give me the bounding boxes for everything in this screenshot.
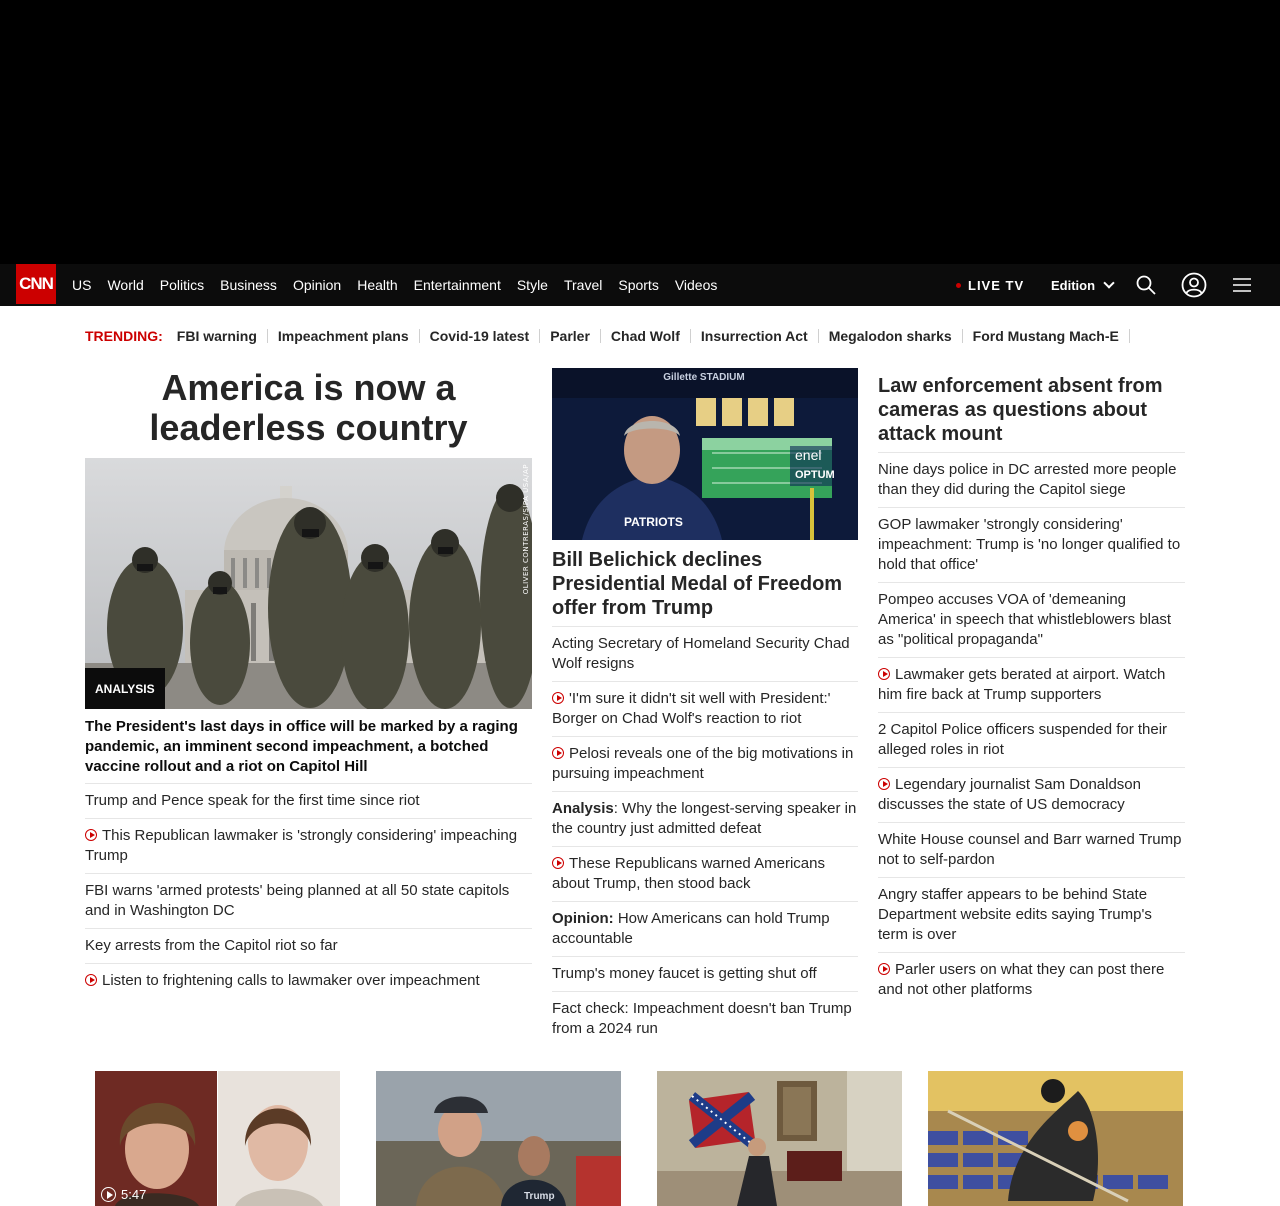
edition-dropdown[interactable] bbox=[1051, 264, 1113, 306]
list-item[interactable] bbox=[878, 713, 1185, 768]
list-item-text: Fact check: Impeachment doesn't ban Trump from a 2024 run bbox=[552, 1000, 852, 1037]
play-circle-icon bbox=[101, 1187, 116, 1202]
video-play-icon bbox=[85, 829, 97, 841]
thumbnail-image bbox=[657, 1071, 902, 1206]
video-thumbnail[interactable] bbox=[928, 1071, 1183, 1206]
nav-item-videos[interactable]: Videos bbox=[674, 277, 718, 293]
list-item-text: 2 Capitol Police officers suspended for their alleged roles in riot bbox=[878, 721, 1168, 758]
list-item[interactable] bbox=[552, 957, 858, 992]
trending-item[interactable]: Covid-19 latest bbox=[420, 329, 541, 343]
video-play-icon bbox=[878, 778, 890, 790]
third-story-column bbox=[878, 368, 1185, 1007]
video-thumbnail[interactable] bbox=[657, 1071, 902, 1206]
list-item[interactable] bbox=[552, 737, 858, 792]
nav-item-health[interactable]: Health bbox=[357, 277, 398, 293]
list-item[interactable] bbox=[85, 964, 532, 998]
trending-item[interactable]: Megalodon sharks bbox=[819, 329, 963, 343]
video-play-icon bbox=[552, 857, 564, 869]
list-item-text: Pelosi reveals one of the big motivations in pursuing impeachment bbox=[552, 745, 854, 782]
chevron-down-icon bbox=[1103, 277, 1114, 288]
list-item[interactable] bbox=[878, 583, 1185, 658]
duration-label: 5:47 bbox=[121, 1187, 147, 1202]
live-tv-link[interactable] bbox=[956, 264, 1024, 306]
third-story-headline[interactable]: Law enforcement absent from cameras as questions about attack mount bbox=[878, 375, 1163, 445]
cnn-logo[interactable]: CNN bbox=[16, 264, 56, 304]
stadium-coach-image bbox=[552, 368, 858, 540]
live-tv-label: LIVE TV bbox=[968, 277, 1025, 293]
analysis-badge: ANALYSIS bbox=[85, 668, 165, 709]
lead-headline[interactable]: America is now a leaderless country bbox=[149, 367, 468, 448]
list-item[interactable] bbox=[878, 453, 1185, 508]
video-play-icon bbox=[85, 974, 97, 986]
list-item-text: Trump and Pence speak for the first time since riot bbox=[85, 792, 420, 809]
nav-item-world[interactable]: World bbox=[107, 277, 144, 293]
lead-story-lede[interactable]: The President's last days in office will be marked by a raging pandemic, an imminent second impeachment, a botched vaccine rollout and a riot on Capitol Hill bbox=[85, 718, 518, 775]
nav-item-politics[interactable]: Politics bbox=[159, 277, 205, 293]
thumbnail-image bbox=[95, 1071, 340, 1206]
video-play-icon bbox=[878, 668, 890, 680]
list-item-text: 'I'm sure it didn't sit well with President:' Borger on Chad Wolf's reaction to riot bbox=[552, 690, 831, 727]
list-item-text: Acting Secretary of Homeland Security Chad Wolf resigns bbox=[552, 635, 850, 672]
list-item[interactable] bbox=[878, 878, 1185, 953]
section-nav bbox=[64, 264, 725, 306]
list-item-text: Angry staffer appears to be behind State Department website edits saying Trump's term is over bbox=[878, 886, 1152, 943]
second-related-list bbox=[552, 626, 858, 1046]
stadium-sign-text: Gillette STADIUM bbox=[663, 372, 745, 383]
list-item[interactable] bbox=[878, 508, 1185, 583]
third-related-list bbox=[878, 452, 1185, 1007]
hat-text: Trump bbox=[524, 1191, 555, 1202]
trending-item[interactable]: Ford Mustang Mach-E bbox=[963, 329, 1130, 343]
list-item-text: FBI warns 'armed protests' being planned at all 50 state capitols and in Washington DC bbox=[85, 882, 510, 919]
sponsor-sign-text: OPTUM bbox=[795, 469, 835, 481]
trending-item[interactable]: Parler bbox=[540, 329, 601, 343]
video-play-icon bbox=[552, 692, 564, 704]
nav-item-travel[interactable]: Travel bbox=[563, 277, 603, 293]
sponsor-sign-text: enel bbox=[795, 447, 822, 463]
list-item-text: Listen to frightening calls to lawmaker over impeachment bbox=[102, 972, 480, 989]
ad-banner-area bbox=[0, 0, 1280, 264]
lead-related-list bbox=[85, 783, 532, 998]
list-item[interactable] bbox=[85, 784, 532, 819]
live-indicator-dot bbox=[956, 283, 961, 288]
list-item[interactable] bbox=[878, 823, 1185, 878]
list-item[interactable] bbox=[552, 682, 858, 737]
list-item[interactable] bbox=[552, 847, 858, 902]
lead-photo-capitol[interactable] bbox=[85, 458, 532, 709]
shirt-text: PATRIOTS bbox=[624, 515, 683, 529]
lead-story-column bbox=[85, 368, 532, 998]
search-icon[interactable] bbox=[1133, 264, 1159, 306]
list-item-text: Key arrests from the Capitol riot so far bbox=[85, 937, 338, 954]
list-item-text: Parler users on what they can post there and not other platforms bbox=[878, 961, 1165, 998]
trending-item[interactable]: Impeachment plans bbox=[268, 329, 420, 343]
list-item-text: GOP lawmaker 'strongly considering' impeachment: Trump is 'no longer qualified to hold that office' bbox=[878, 516, 1181, 573]
trending-item[interactable]: FBI warning bbox=[167, 329, 268, 343]
nav-item-sports[interactable]: Sports bbox=[618, 277, 659, 293]
list-item-text: How Americans can hold Trump accountable bbox=[552, 910, 830, 947]
list-item[interactable] bbox=[85, 874, 532, 929]
list-item[interactable] bbox=[85, 929, 532, 964]
second-story-headline[interactable]: Bill Belichick declines Presidential Medal of Freedom offer from Trump bbox=[552, 549, 843, 619]
list-item-text: Nine days police in DC arrested more people than they did during the Capitol siege bbox=[878, 461, 1177, 498]
video-thumbnail[interactable] bbox=[376, 1071, 621, 1206]
user-account-icon[interactable] bbox=[1180, 264, 1208, 306]
belichick-photo[interactable] bbox=[552, 368, 858, 540]
top-navigation-bar bbox=[0, 264, 1280, 306]
list-item-text: : Why the longest-serving speaker in the country just admitted defeat bbox=[552, 800, 857, 837]
photo-credit: OLIVER CONTRERAS/SIPA USA/AP bbox=[522, 464, 530, 595]
list-item[interactable] bbox=[552, 902, 858, 957]
list-item-kicker: Analysis bbox=[552, 800, 614, 817]
list-item-text: White House counsel and Barr warned Trump not to self-pardon bbox=[878, 831, 1182, 868]
video-thumbnails-row bbox=[0, 1071, 1280, 1206]
nav-item-business[interactable]: Business bbox=[220, 277, 277, 293]
nav-item-style[interactable]: Style bbox=[516, 277, 548, 293]
list-item-text: Trump's money faucet is getting shut off bbox=[552, 965, 817, 982]
list-item[interactable] bbox=[878, 658, 1185, 713]
list-item[interactable] bbox=[878, 768, 1185, 823]
list-item[interactable] bbox=[552, 792, 858, 847]
edition-label: Edition bbox=[1051, 277, 1096, 293]
trending-label: TRENDING: bbox=[85, 328, 163, 344]
list-item-text: Legendary journalist Sam Donaldson discusses the state of US democracy bbox=[878, 776, 1141, 813]
nav-item-us[interactable]: US bbox=[72, 277, 92, 293]
list-item[interactable] bbox=[552, 992, 858, 1046]
trending-bar bbox=[85, 327, 1130, 345]
thumbnail-image bbox=[928, 1071, 1183, 1206]
list-item[interactable] bbox=[878, 953, 1185, 1007]
video-duration bbox=[101, 1187, 146, 1202]
video-play-icon bbox=[552, 747, 564, 759]
list-item[interactable] bbox=[552, 627, 858, 682]
nav-item-opinion[interactable]: Opinion bbox=[292, 277, 342, 293]
video-thumbnail[interactable] bbox=[95, 1071, 340, 1206]
second-story-column bbox=[552, 368, 858, 1046]
list-item-text: Lawmaker gets berated at airport. Watch him fire back at Trump supporters bbox=[878, 666, 1166, 703]
trending-item[interactable]: Chad Wolf bbox=[601, 329, 691, 343]
nav-item-entertainment[interactable]: Entertainment bbox=[413, 277, 501, 293]
list-item-text: These Republicans warned Americans about Trump, then stood back bbox=[552, 855, 825, 892]
list-item-kicker: Opinion: bbox=[552, 910, 614, 927]
list-item-text: Pompeo accuses VOA of 'demeaning America' in speech that whistleblowers blast as "political propaganda" bbox=[878, 591, 1171, 648]
list-item[interactable] bbox=[85, 819, 532, 874]
menu-icon[interactable] bbox=[1231, 264, 1253, 306]
thumbnail-image bbox=[376, 1071, 621, 1206]
video-play-icon bbox=[878, 963, 890, 975]
trending-item[interactable]: Insurrection Act bbox=[691, 329, 819, 343]
list-item-text: This Republican lawmaker is 'strongly considering' impeaching Trump bbox=[85, 827, 518, 864]
